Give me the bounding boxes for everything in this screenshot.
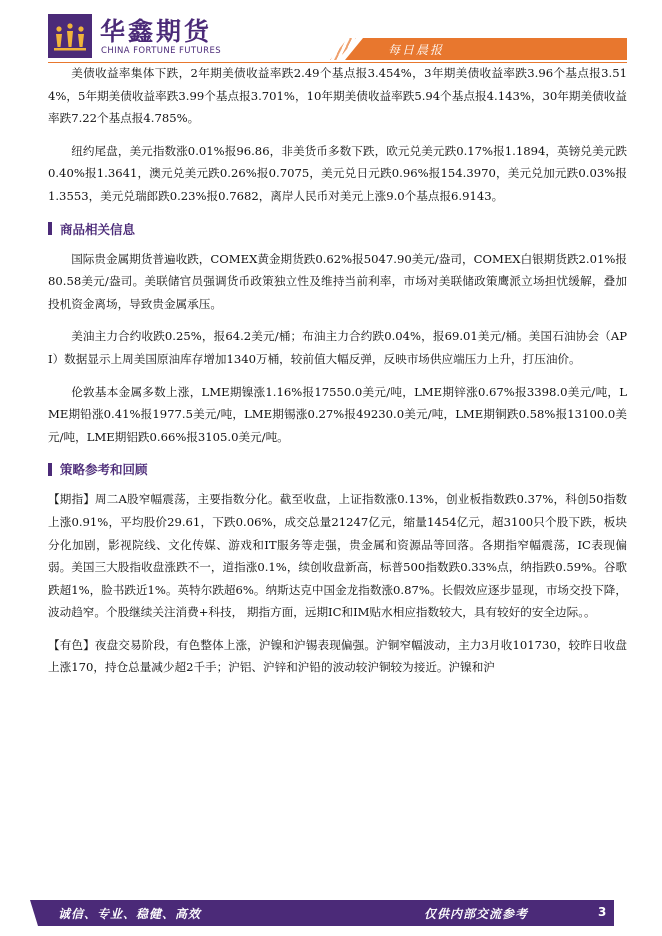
section-heading-text: 策略参考和回顾	[60, 462, 148, 478]
paragraph-index-futures: 【期指】周二A股窄幅震荡，主要指数分化。截至收盘，上证指数涨0.13%，创业板指数跌0.37%，科创50指数上涨0.91%，平均股价29.61，下跌0.06%，成交总量21247亿元，缩量1454亿元，超3100只个股下跌，板块分化加剧，影视院线、文化传媒、游戏和IT服务等走强，贵金属和资源品等回落。各期指窄幅震荡，IC表现偏弱。美国三大股指收盘涨跌不一，道指涨0.1%，续创收盘新高，标普500指数跌0.33%点，纳指跌0.59%。谷歌跌超1%，脸书跌近1%。英特尔跌超6%。纳斯达克中国金龙指数涨0.87%。长假效应逐步显现，市场交投下降，波动趋窄。个股继续关注消费+科技， 期指方面，远期IC和IM贴水相应指数较大，具有较好的安全边际。。	[48, 492, 627, 620]
report-body	[48, 62, 627, 679]
paragraph-crude-oil: 美油主力合约收跌0.25%，报64.2美元/桶；布油主力合约跌0.04%，报69.01美元/桶。美国石油协会（API）数据显示上周美国原油库存增加1340万桶，较前值大幅反弹，反映市场供应端压力上升，打压油价。	[48, 329, 627, 366]
paragraph-nonferrous: 【有色】夜盘交易阶段，有色整体上涨，沪镍和沪锡表现偏强。沪铜窄幅波动，主力3月收101730，较昨日收盘上涨170，持仓总量减少超2千手；沪铝、沪锌和沪铅的波动较沪铜较为接近。沪镍和沪	[48, 637, 627, 675]
brand-name-cn: 华鑫期货	[100, 17, 213, 46]
section-marker-icon	[48, 222, 52, 235]
section-heading-text: 商品相关信息	[60, 221, 136, 237]
page-number: 3	[598, 905, 607, 919]
footer-slogan: 诚信、专业、稳健、高效	[58, 907, 202, 921]
brand-name-en: CHINA FORTUNE FUTURES	[101, 46, 222, 56]
paragraph-treasury-yields: 美债收益率集体下跌，2年期美债收益率跌2.49个基点报3.454%，3年期美债收益率跌3.96个基点报3.514%，5年期美债收益率跌3.99个基点报3.701%，10年期美债收益率跌5.94个基点报4.143%，30年期美债收益率跌7.22个基点报4.785%。	[48, 66, 627, 126]
paragraph-fx-market: 纽约尾盘，美元指数涨0.01%报96.86，非美货币多数下跌，欧元兑美元跌0.17%报1.1894，英镑兑美元跌0.40%报1.3641，澳元兑美元跌0.26%报0.7075，美元兑日元跌0.96%报154.3970，美元兑加元跌0.03%报1.3553，美元兑瑞郎跌0.23%报0.7682，离岸人民币对美元上涨9.0个基点报6.9143。	[48, 143, 627, 203]
paragraph-base-metals: 伦敦基本金属多数上涨，LME期镍涨1.16%报17550.0美元/吨，LME期锌涨0.67%报3398.0美元/吨，LME期铅涨0.41%报1977.5美元/吨，LME期锡涨0.27%报49230.0美元/吨，LME期铜跌0.58%报13100.0美元/吨，LME期铝跌0.66%报3105.0美元/吨。	[48, 384, 627, 444]
section-heading-strategy	[48, 460, 627, 478]
report-title: 每日晨报	[388, 43, 445, 57]
footer-notice: 仅供内部交流参考	[424, 907, 529, 921]
section-marker-icon	[48, 463, 52, 476]
paragraph-precious-metals: 国际贵金属期货普遍收跌，COMEX黄金期货跌0.62%报5047.90美元/盎司，COMEX白银期货跌2.01%报80.58美元/盎司。美联储官员强调货币政策独立性及维持当前利率，市场对美联储政策鹰派立场担忧缓解，叠加投机资金离场，导致贵金属承压。	[48, 251, 627, 311]
company-logo-icon	[48, 14, 92, 58]
section-heading-commodity	[48, 220, 627, 238]
page-header	[0, 0, 662, 64]
